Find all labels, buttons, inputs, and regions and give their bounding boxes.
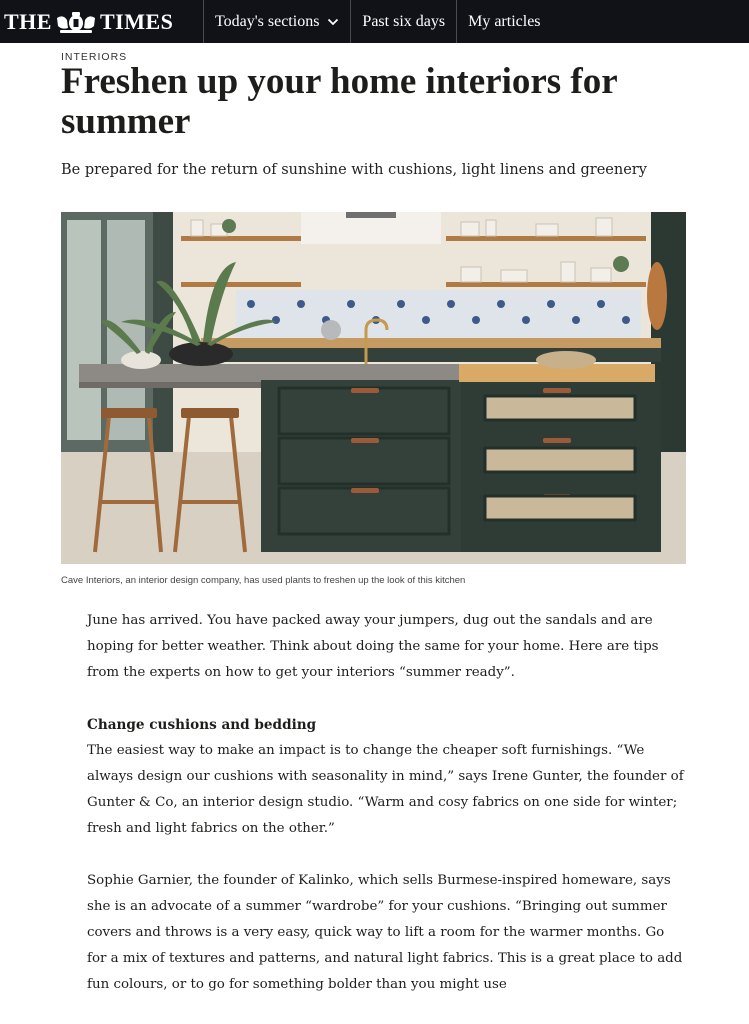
body-paragraph: June has arrived. You have packed away your jumpers, dug out the sandals and are hoping for better weather. Think about doing the same for your home. Here are tips from the experts on how to get your interiors “summer ready”. [87, 613, 659, 680]
masthead-the: THE [4, 8, 52, 34]
nav-my-articles-label: My articles [468, 12, 541, 30]
nav-todays-sections[interactable] [204, 0, 351, 43]
hero-image [61, 212, 686, 564]
article-headline: Freshen up your home interiors for summer [61, 61, 618, 142]
royal-crest-icon [54, 10, 98, 34]
nav-my-articles[interactable] [457, 0, 551, 43]
nav-todays-sections-label: Today's sections [215, 12, 320, 30]
section-heading: Change cushions and bedding [87, 717, 317, 733]
image-caption: Cave Interiors, an interior design company, has used plants to freshen up the look of this kitchen [61, 575, 466, 586]
nav-past-six-days-label: Past six days [362, 12, 446, 30]
article-standfirst: Be prepared for the return of sunshine with cushions, light linens and greenery [61, 162, 647, 178]
body-paragraph: Sophie Garnier, the founder of Kalinko, which sells Burmese-inspired homeware, says she is an advocate of a summer “wardrobe” for your cushions. “Bringing out summer covers and throws is a very easy, quick way to lift a room for the warmer months. Go for a mix of textures and patterns, and natural light fabrics. This is a great place to add fun colours, or to go for something bolder than you might use [87, 873, 683, 992]
masthead-logo[interactable] [0, 0, 204, 43]
nav-past-six-days[interactable] [351, 0, 457, 43]
body-paragraph: The easiest way to make an impact is to change the cheaper soft furnishings. “We always design our cushions with seasonality in mind,” says Irene Gunter, the founder of Gunter & Co, an interior design studio. “Warm and cosy fabrics on one side for winter; fresh and light fabrics on the other.” [87, 743, 684, 836]
article-body [87, 608, 687, 1024]
top-navigation [0, 0, 749, 43]
section-kicker[interactable]: INTERIORS [61, 51, 128, 63]
kitchen-illustration [61, 212, 686, 564]
chevron-down-icon [327, 16, 339, 28]
masthead-times: TIMES [99, 8, 174, 34]
